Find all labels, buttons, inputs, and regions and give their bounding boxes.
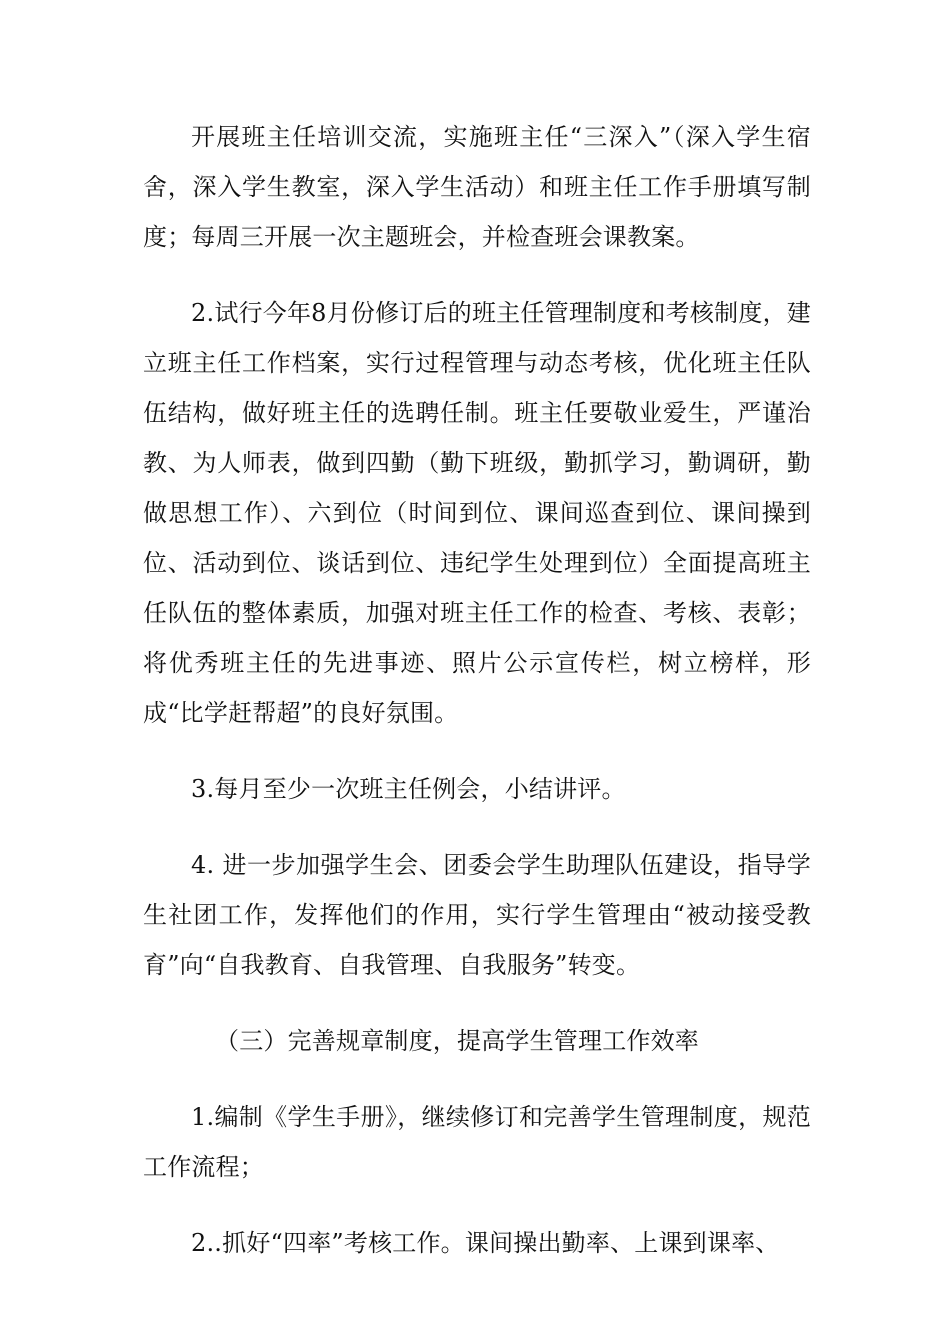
paragraph-four-rates: 2..抓好“四率”考核工作。课间操出勤率、上课到课率、 xyxy=(191,1229,780,1257)
paragraph-item-3: 3.每月至少一次班主任例会，小结讲评。 xyxy=(191,775,626,803)
paragraph-handbook: 1.编制《学生手册》，继续修订和完善学生管理制度，规范工作流程； xyxy=(143,1103,811,1181)
section-heading: （三）完善规章制度，提高学生管理工作效率 xyxy=(215,1027,699,1055)
paragraph-training: 开展班主任培训交流，实施班主任“三深入”（深入学生宿舍，深入学生教室，深入学生活动）和班主任工作手册填写制度；每周三开展一次主题班会，并检查班会课教案。 xyxy=(143,123,811,251)
paragraph-item-4: 4. 进一步加强学生会、团委会学生助理队伍建设，指导学生社团工作，发挥他们的作用，实行学生管理由“被动接受教育”向“自我教育、自我管理、自我服务”转变。 xyxy=(143,851,811,979)
paragraph-item-2: 2.试行今年8月份修订后的班主任管理制度和考核制度，建立班主任工作档案，实行过程管理与动态考核，优化班主任队伍结构，做好班主任的选聘任制。班主任要敬业爱生，严谨治教、为人师表，做到四勤（勤下班级，勤抓学习，勤调研，勤做思想工作）、六到位（时间到位、课间巡查到位、课间操到位、活动到位、谈话到位、违纪学生处理到位）全面提高班主任队伍的整体素质，加强对班主任工作的检查、考核、表彰；将优秀班主任的先进事迹、照片公示宣传栏，树立榜样，形成“比学赶帮超”的良好氛围。 xyxy=(143,299,811,727)
document-body xyxy=(143,112,811,1294)
